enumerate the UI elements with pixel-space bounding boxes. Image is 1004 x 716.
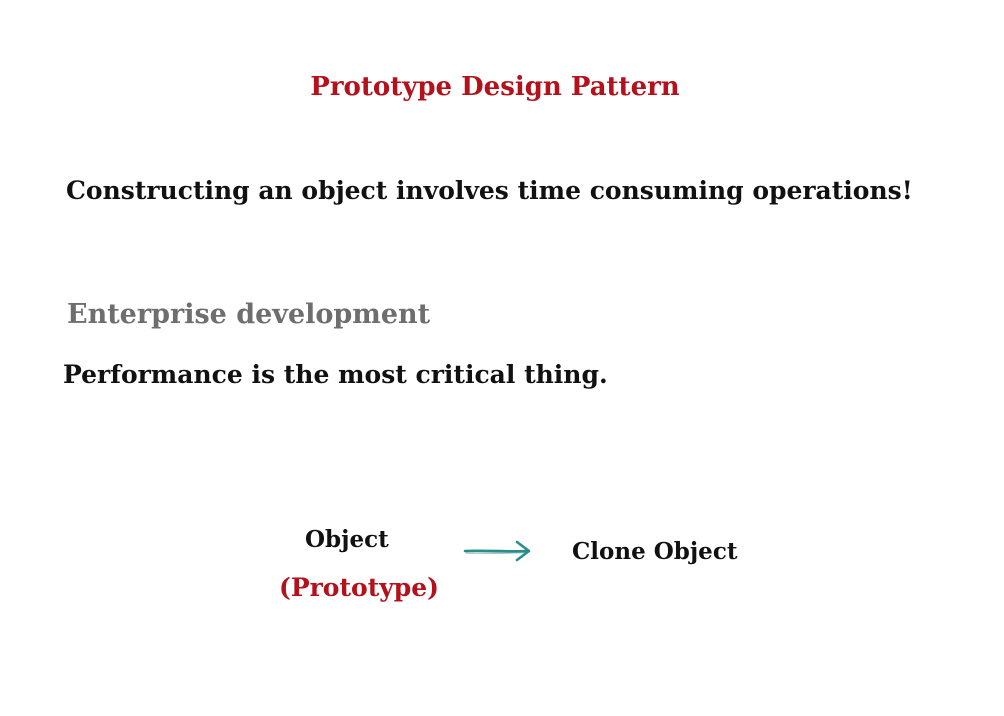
performance-note: Performance is the most critical thing.: [63, 360, 608, 389]
clone-object-label: Clone Object: [572, 538, 738, 565]
prototype-label: (Prototype): [279, 573, 439, 602]
statement-text: Constructing an object involves time consuming operations!: [66, 176, 913, 205]
object-label: Object: [305, 526, 389, 553]
subheading-text: Enterprise development: [67, 299, 431, 330]
right-arrow-icon: [462, 538, 534, 564]
slide-title: Prototype Design Pattern: [310, 72, 680, 102]
